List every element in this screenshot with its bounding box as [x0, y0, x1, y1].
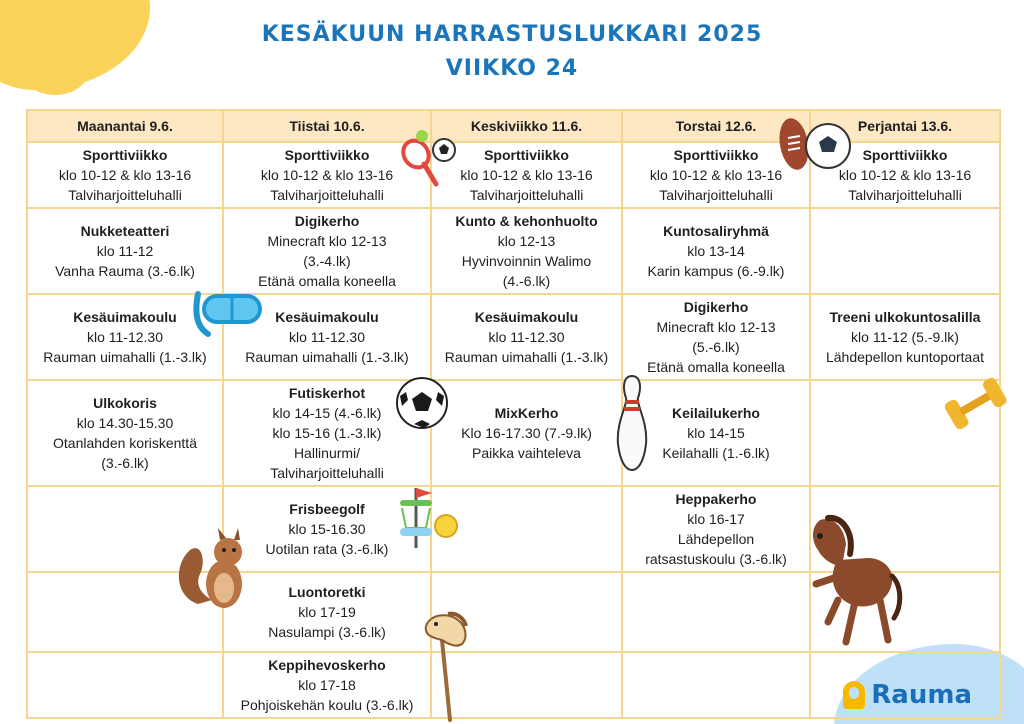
activity-detail: Otanlahden koriskenttä: [53, 435, 197, 451]
activity-detail: klo 13-14: [687, 243, 745, 259]
empty-cell: [27, 652, 223, 718]
activity-title: Digikerho: [294, 213, 360, 229]
activity-detail: (5.-6.lk): [692, 339, 740, 355]
activity-title: Sporttiviikko: [484, 147, 569, 163]
rauma-logo-mark: [843, 681, 865, 709]
activity-title: Treeni ulkokuntosalilla: [829, 309, 981, 325]
activity-detail: klo 10-12 & klo 13-16: [460, 167, 593, 183]
activity-title: Kesäuimakoulu: [73, 309, 177, 325]
activity-detail: Karin kampus (6.-9.lk): [647, 263, 785, 279]
activity-detail: klo 11-12.30: [288, 329, 365, 345]
activity-cell: [223, 208, 431, 294]
activity-detail: klo 17-18: [298, 677, 356, 693]
activity-detail: klo 11-12.30: [86, 329, 163, 345]
activity-cell: [431, 380, 622, 486]
activity-detail: klo 14-15 (4.-6.lk): [272, 405, 382, 421]
activity-detail: Lähdepellon kuntoportaat: [825, 349, 985, 365]
squirrel-icon: [176, 526, 252, 612]
activity-detail: Hallinurmi/: [293, 445, 361, 461]
activity-detail: Minecraft klo 12-13: [267, 233, 387, 249]
day-header-fri: Perjantai 13.6.: [810, 110, 1000, 142]
swim-goggles-icon: [188, 284, 268, 342]
activity-detail: Klo 16-17.30 (7.-9.lk): [461, 425, 592, 441]
activity-title: Heppakerho: [675, 491, 757, 507]
activity-cell: [622, 486, 810, 572]
activity-detail: klo 10-12 & klo 13-16: [58, 167, 192, 183]
activity-detail: Talviharjoitteluhalli: [659, 187, 773, 203]
activity-detail: Rauman uimahalli (1.-3.lk): [444, 349, 609, 365]
empty-cell: [622, 572, 810, 652]
activity-detail: Pohjoiskehän koulu (3.-6.lk): [240, 697, 414, 713]
empty-cell: [622, 652, 810, 718]
activity-detail: ratsastuskoulu (3.-6.lk): [645, 551, 787, 567]
activity-detail: Rauman uimahalli (1.-3.lk): [43, 349, 207, 365]
empty-cell: [810, 208, 1000, 294]
activity-title: Frisbeegolf: [289, 501, 365, 517]
tennis-icon: [400, 128, 458, 192]
activity-detail: Talviharjoitteluhalli: [270, 465, 384, 481]
activity-detail: Vanha Rauma (3.-6.lk): [55, 263, 195, 279]
activity-detail: Minecraft klo 12-13: [656, 319, 776, 335]
activity-detail: Nasulampi (3.-6.lk): [268, 624, 386, 640]
activity-title: Sporttiviikko: [673, 147, 759, 163]
activity-detail: Lähdepellon: [677, 531, 755, 547]
activity-detail: Etänä omalla koneella: [647, 359, 785, 375]
activity-detail: klo 15-16 (1.-3.lk): [272, 425, 382, 441]
activity-cell: [622, 294, 810, 380]
activity-cell: [27, 380, 223, 486]
activity-title: Kuntosaliryhmä: [663, 223, 769, 239]
activity-detail: Paikka vaihteleva: [472, 445, 581, 461]
activity-detail: klo 10-12 & klo 13-16: [649, 167, 783, 183]
activity-detail: Rauman uimahalli (1.-3.lk): [245, 349, 409, 365]
activity-detail: klo 15-16.30: [288, 521, 366, 537]
rauma-logo-text: Rauma: [871, 680, 972, 710]
disc-golf-basket-icon: [394, 486, 460, 554]
activity-detail: klo 10-12 & klo 13-16: [838, 167, 972, 183]
horse-icon: [798, 514, 904, 646]
schedule-row: [27, 380, 1000, 486]
activity-detail: (4.-6.lk): [502, 273, 551, 289]
page-title: KESÄKUUN HARRASTUSLUKKARI 2025: [261, 22, 763, 47]
activity-title: Kunto & kehonhuolto: [455, 213, 598, 229]
activity-cell: [431, 142, 622, 208]
activity-title: Ulkokoris: [93, 395, 157, 411]
activity-cell: [223, 572, 431, 652]
activity-title: Nukketeatteri: [80, 223, 170, 239]
activity-detail: Talviharjoitteluhalli: [270, 187, 384, 203]
activity-detail: Talviharjoitteluhalli: [469, 187, 584, 203]
dumbbells-icon: [940, 372, 1020, 430]
activity-detail: klo 12-13: [497, 233, 556, 249]
activity-detail: klo 11-12 (5.-9.lk): [851, 329, 959, 345]
american-football-icon: [776, 114, 858, 176]
activity-detail: Etänä omalla koneella: [258, 273, 396, 289]
activity-detail: klo 11-12: [96, 243, 154, 259]
activity-detail: klo 17-19: [298, 604, 356, 620]
activity-detail: klo 11-12.30: [488, 329, 565, 345]
activity-detail: klo 10-12 & klo 13-16: [260, 167, 394, 183]
day-header-wed: Keskiviikko 11.6.: [431, 110, 622, 142]
bowling-pin-icon: [612, 374, 652, 472]
day-header-tue: Tiistai 10.6.: [223, 110, 431, 142]
activity-title: Luontoretki: [288, 584, 366, 600]
activity-cell: [27, 142, 223, 208]
day-header-mon: Maanantai 9.6.: [27, 110, 223, 142]
soccer-ball-icon: [394, 374, 450, 432]
activity-title: Kesäuimakoulu: [275, 309, 379, 325]
activity-cell: [431, 208, 622, 294]
activity-title: MixKerho: [494, 405, 559, 421]
activity-detail: Talviharjoitteluhalli: [848, 187, 962, 203]
activity-cell: [810, 294, 1000, 380]
schedule-row: [27, 294, 1000, 380]
activity-detail: (3.-6.lk): [101, 455, 149, 471]
rauma-logo: [843, 680, 972, 710]
activity-cell: [431, 294, 622, 380]
activity-title: Keilailukerho: [672, 405, 760, 421]
activity-title: Kesäuimakoulu: [474, 309, 579, 325]
activity-title: Sporttiviikko: [82, 147, 168, 163]
activity-detail: klo 14-15: [687, 425, 745, 441]
hobby-horse-icon: [420, 610, 476, 722]
activity-detail: Hyvinvoinnin Walimo: [461, 253, 592, 269]
activity-detail: Keilahalli (1.-6.lk): [662, 445, 770, 461]
activity-detail: klo 16-17: [687, 511, 745, 527]
schedule-row: [27, 208, 1000, 294]
activity-title: Digikerho: [683, 299, 749, 315]
day-header-thu: Torstai 12.6.: [622, 110, 810, 142]
activity-title: Sporttiviikko: [862, 147, 948, 163]
activity-cell: [223, 652, 431, 718]
activity-cell: [622, 208, 810, 294]
page-subtitle: VIIKKO 24: [445, 56, 579, 81]
activity-detail: klo 14.30-15.30: [76, 415, 174, 431]
activity-detail: Uotilan rata (3.-6.lk): [265, 541, 389, 557]
activity-detail: (3.-4.lk): [303, 253, 351, 269]
activity-title: Keppihevoskerho: [268, 657, 386, 673]
activity-title: Sporttiviikko: [284, 147, 370, 163]
activity-detail: Talviharjoitteluhalli: [68, 187, 182, 203]
activity-title: Futiskerhot: [288, 385, 366, 401]
activity-cell: [27, 208, 223, 294]
